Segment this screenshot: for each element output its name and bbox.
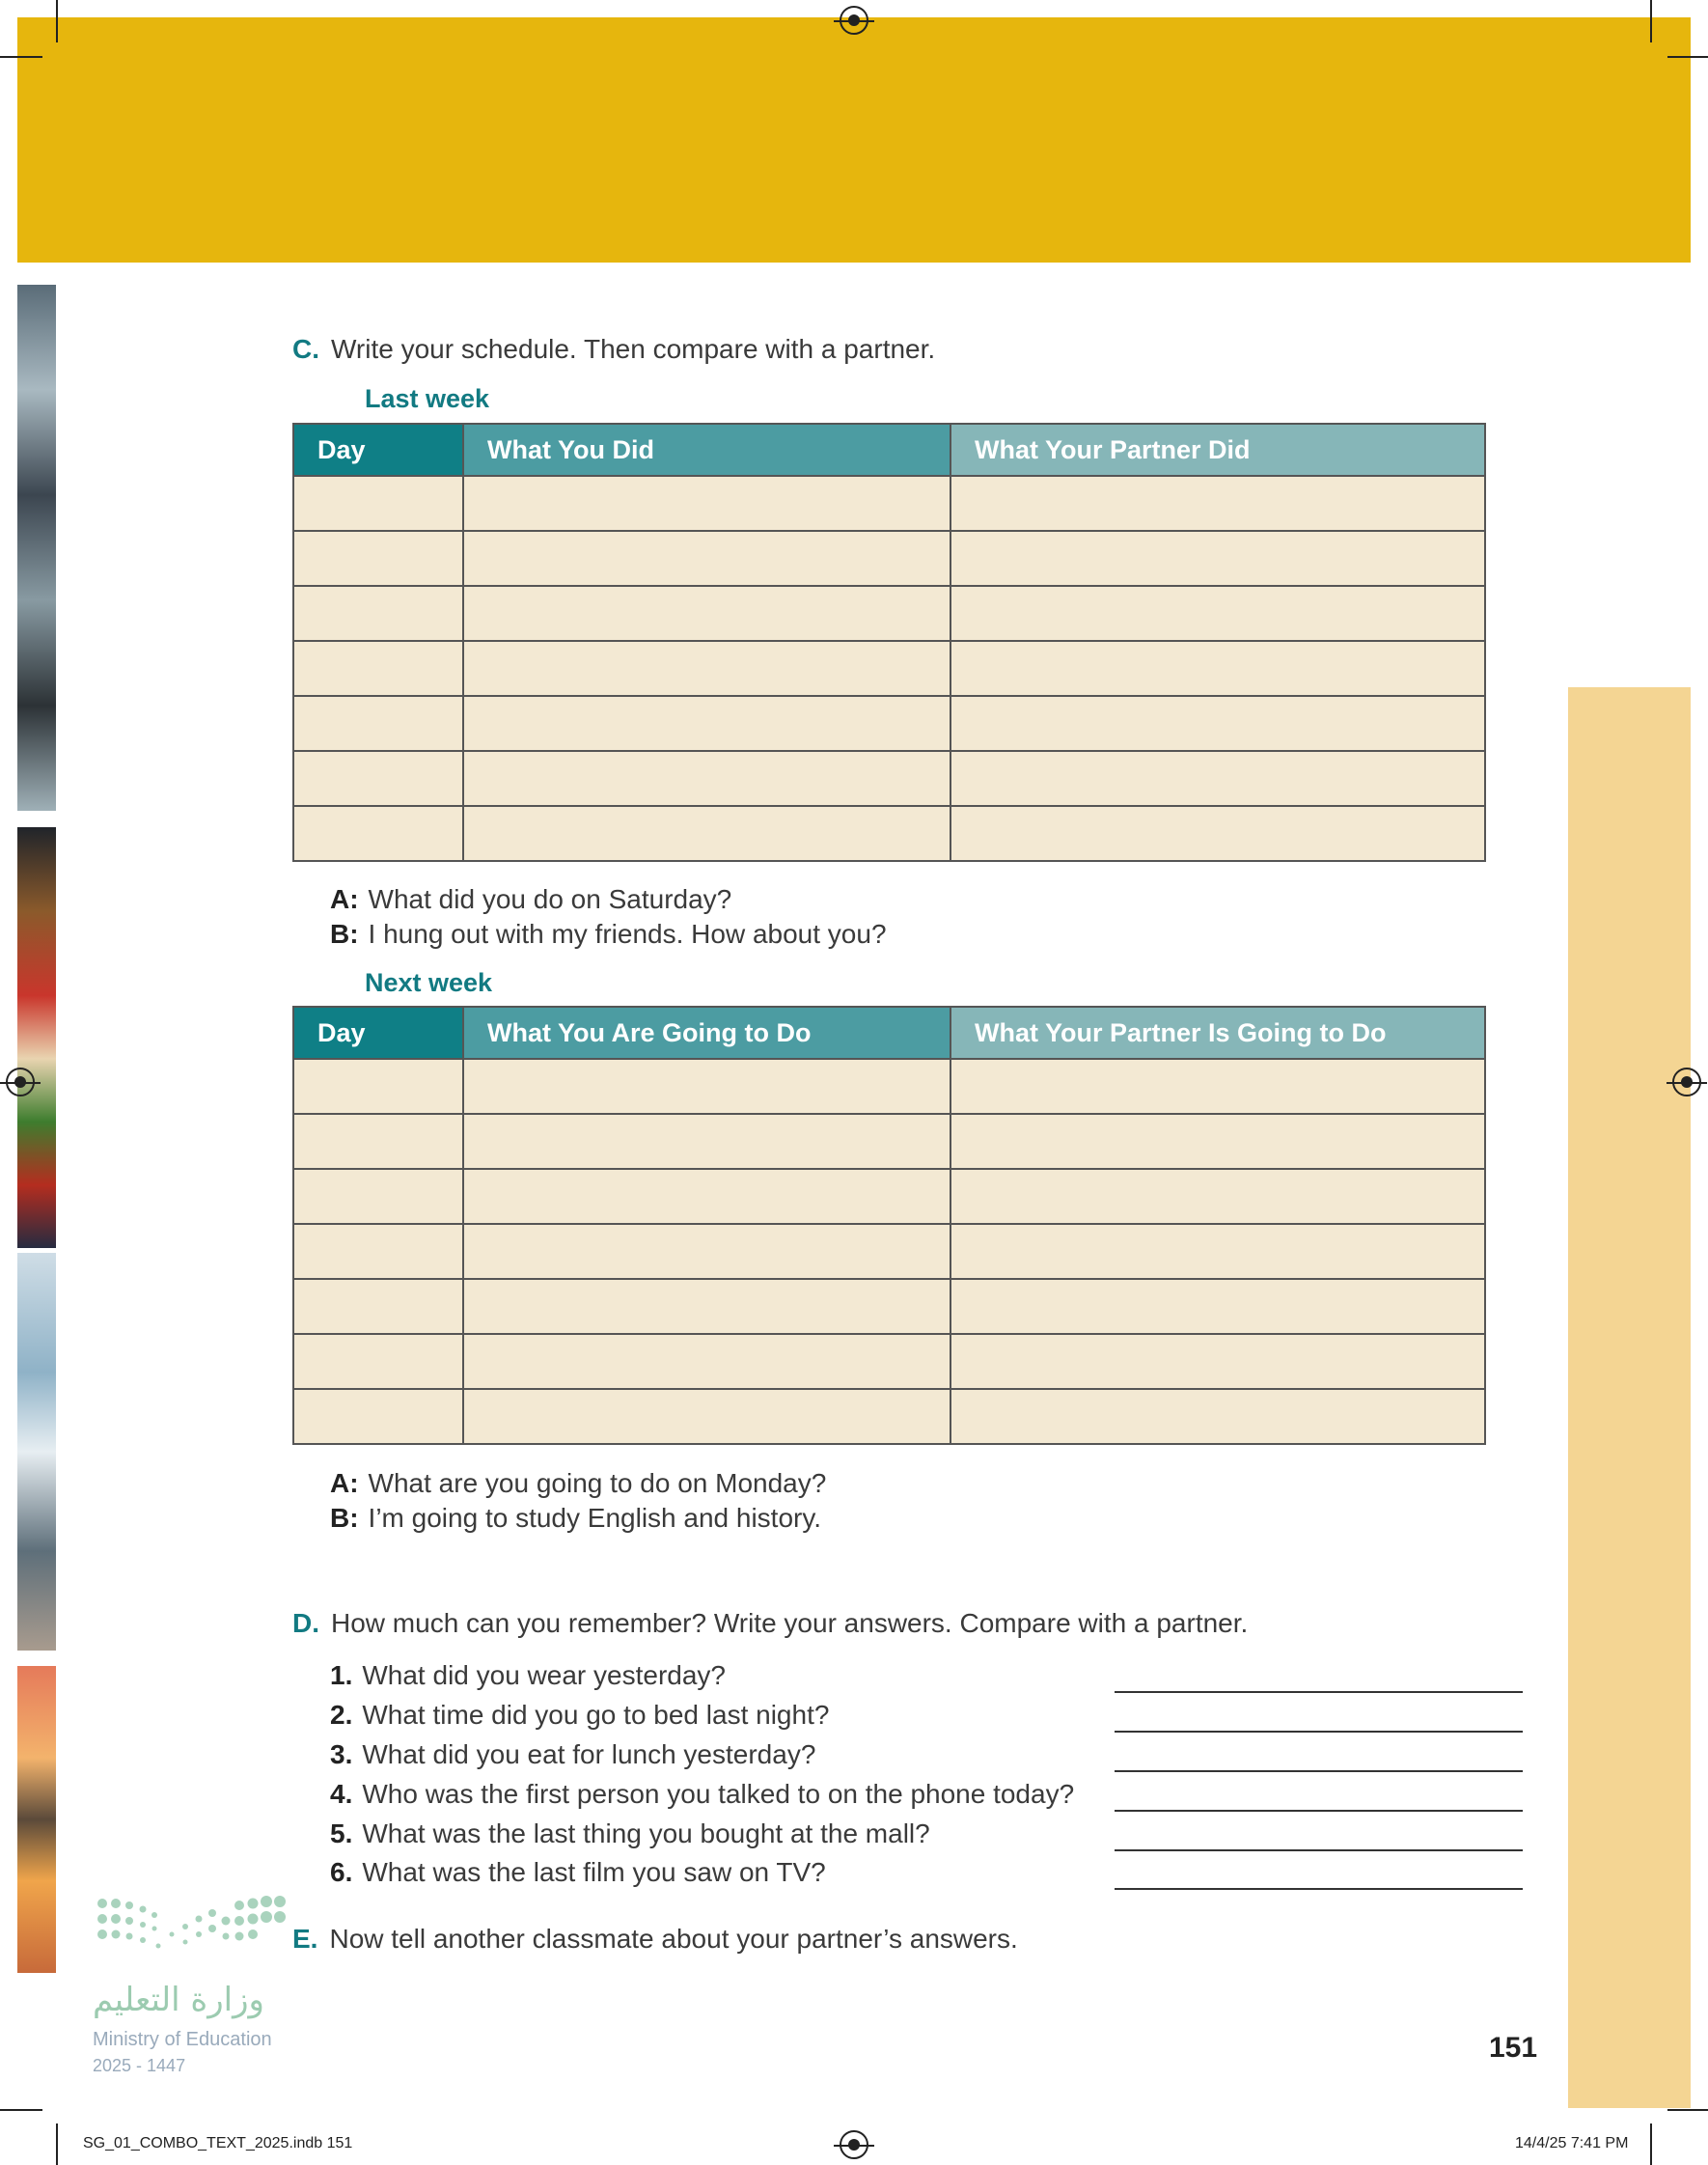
side-photo-food	[17, 827, 56, 1248]
answer-line-3[interactable]	[1115, 1770, 1523, 1772]
next-week-partner-cell[interactable]	[950, 1389, 1485, 1444]
next-week-day-cell[interactable]	[293, 1279, 463, 1334]
last-week-day-cell[interactable]	[293, 696, 463, 751]
next-week-you-cell[interactable]	[463, 1389, 950, 1444]
next-week-day-cell[interactable]	[293, 1224, 463, 1279]
header-what-partner-is-going-to-do: What Your Partner Is Going to Do	[950, 1007, 1485, 1059]
next-week-day-cell[interactable]	[293, 1169, 463, 1224]
header-day: Day	[293, 424, 463, 476]
crop-mark	[0, 2109, 42, 2111]
next-week-partner-cell[interactable]	[950, 1279, 1485, 1334]
ministry-logo-icon	[93, 1896, 305, 1963]
section-d-instruction: How much can you remember? Write your answers. Compare with a partner.	[331, 1608, 1249, 1638]
last-week-row	[293, 696, 1485, 751]
last-week-partner-cell[interactable]	[950, 751, 1485, 806]
last-week-partner-cell[interactable]	[950, 586, 1485, 641]
last-week-you-cell[interactable]	[463, 751, 950, 806]
last-week-row	[293, 476, 1485, 531]
next-week-you-cell[interactable]	[463, 1224, 950, 1279]
header-what-you-did: What You Did	[463, 424, 950, 476]
footer-file-info: SG_01_COMBO_TEXT_2025.indb 151	[83, 2135, 353, 2151]
dialog-line-b: I’m going to study English and history.	[368, 1503, 822, 1533]
side-color-band	[1568, 687, 1691, 2108]
next-week-you-cell[interactable]	[463, 1169, 950, 1224]
header-what-partner-did: What Your Partner Did	[950, 424, 1485, 476]
side-photo-sunset	[17, 1666, 56, 1973]
last-week-row	[293, 641, 1485, 696]
next-week-partner-cell[interactable]	[950, 1059, 1485, 1114]
last-week-row	[293, 586, 1485, 641]
crop-mark	[1650, 2123, 1652, 2165]
next-week-row	[293, 1334, 1485, 1389]
last-week-day-cell[interactable]	[293, 806, 463, 861]
header-day: Day	[293, 1007, 463, 1059]
top-color-band	[17, 17, 1691, 263]
question-number: 4.	[330, 1779, 353, 1809]
dialog-line-a: What are you going to do on Monday?	[368, 1468, 827, 1498]
answer-line-4[interactable]	[1115, 1810, 1523, 1812]
question-number: 5.	[330, 1818, 353, 1848]
question-number: 3.	[330, 1739, 353, 1769]
last-week-day-cell[interactable]	[293, 586, 463, 641]
dialog-last-week	[330, 882, 887, 952]
header-what-you-are-going-to-do: What You Are Going to Do	[463, 1007, 950, 1059]
last-week-partner-cell[interactable]	[950, 531, 1485, 586]
last-week-you-cell[interactable]	[463, 806, 950, 861]
section-e-instruction: Now tell another classmate about your partner’s answers.	[329, 1924, 1018, 1954]
last-week-day-cell[interactable]	[293, 641, 463, 696]
ministry-english-name: Ministry of Education	[93, 2029, 272, 2050]
next-week-you-cell[interactable]	[463, 1059, 950, 1114]
page-number: 151	[1489, 2032, 1538, 2064]
ministry-year: 2025 - 1447	[93, 2056, 186, 2075]
question-item	[330, 1660, 726, 1691]
last-week-row	[293, 751, 1485, 806]
dialog-next-week	[330, 1466, 826, 1536]
section-c-instruction: Write your schedule. Then compare with a partner.	[331, 334, 936, 364]
last-week-partner-cell[interactable]	[950, 641, 1485, 696]
section-d-heading	[292, 1608, 1248, 1639]
question-item	[330, 1739, 815, 1770]
last-week-you-cell[interactable]	[463, 641, 950, 696]
last-week-title: Last week	[365, 384, 490, 413]
last-week-partner-cell[interactable]	[950, 696, 1485, 751]
next-week-table	[292, 1006, 1486, 1445]
side-photo-mall	[17, 285, 56, 811]
next-week-row	[293, 1224, 1485, 1279]
crop-mark	[1650, 0, 1652, 42]
dialog-line-b: I hung out with my friends. How about you?	[368, 919, 887, 949]
question-text: What did you eat for lunch yesterday?	[362, 1739, 816, 1769]
question-item	[330, 1857, 826, 1888]
side-photo-building	[17, 1253, 56, 1651]
last-week-you-cell[interactable]	[463, 476, 950, 531]
last-week-row	[293, 806, 1485, 861]
last-week-row	[293, 531, 1485, 586]
registration-mark-icon	[840, 2130, 868, 2159]
next-week-row	[293, 1169, 1485, 1224]
question-item	[330, 1700, 829, 1731]
registration-mark-icon	[840, 6, 868, 35]
next-week-day-cell[interactable]	[293, 1334, 463, 1389]
next-week-day-cell[interactable]	[293, 1059, 463, 1114]
dialog-line-a: What did you do on Saturday?	[368, 884, 732, 914]
next-week-partner-cell[interactable]	[950, 1224, 1485, 1279]
speaker-b: B:	[330, 919, 359, 949]
speaker-b: B:	[330, 1503, 359, 1533]
next-week-partner-cell[interactable]	[950, 1334, 1485, 1389]
registration-mark-icon	[1672, 1068, 1701, 1096]
footer-timestamp: 14/4/25 7:41 PM	[1515, 2135, 1629, 2151]
question-item	[330, 1818, 930, 1849]
answer-line-1[interactable]	[1115, 1691, 1523, 1693]
question-text: What did you wear yesterday?	[362, 1660, 726, 1690]
answer-line-5[interactable]	[1115, 1849, 1523, 1851]
next-week-you-cell[interactable]	[463, 1334, 950, 1389]
next-week-row	[293, 1279, 1485, 1334]
last-week-day-cell[interactable]	[293, 531, 463, 586]
next-week-partner-cell[interactable]	[950, 1169, 1485, 1224]
speaker-a: A:	[330, 884, 359, 914]
question-text: What time did you go to bed last night?	[362, 1700, 830, 1730]
question-item	[330, 1779, 1074, 1810]
question-number: 2.	[330, 1700, 353, 1730]
last-week-partner-cell[interactable]	[950, 806, 1485, 861]
crop-mark	[56, 2123, 58, 2165]
next-week-row	[293, 1059, 1485, 1114]
last-week-you-cell[interactable]	[463, 531, 950, 586]
registration-mark-icon	[6, 1068, 35, 1096]
crop-mark	[0, 56, 42, 58]
question-number: 6.	[330, 1857, 353, 1887]
last-week-partner-cell[interactable]	[950, 476, 1485, 531]
last-week-you-cell[interactable]	[463, 586, 950, 641]
answer-line-6[interactable]	[1115, 1888, 1523, 1890]
ministry-arabic-name: وزارة التعليم	[93, 1981, 264, 2019]
answer-line-2[interactable]	[1115, 1731, 1523, 1733]
question-text: What was the last thing you bought at the mall?	[362, 1818, 930, 1848]
next-week-row	[293, 1389, 1485, 1444]
section-e-heading	[292, 1924, 1018, 1955]
question-text: What was the last film you saw on TV?	[362, 1857, 826, 1887]
crop-mark	[1667, 56, 1708, 58]
last-week-day-cell[interactable]	[293, 476, 463, 531]
section-c-heading	[292, 334, 935, 365]
next-week-row	[293, 1114, 1485, 1169]
crop-mark	[56, 0, 58, 42]
crop-mark	[1667, 2109, 1708, 2111]
next-week-day-cell[interactable]	[293, 1389, 463, 1444]
speaker-a: A:	[330, 1468, 359, 1498]
section-d-letter: D.	[292, 1608, 319, 1638]
question-text: Who was the first person you talked to on the phone today?	[362, 1779, 1075, 1809]
next-week-you-cell[interactable]	[463, 1114, 950, 1169]
next-week-title: Next week	[365, 968, 493, 997]
next-week-day-cell[interactable]	[293, 1114, 463, 1169]
last-week-you-cell[interactable]	[463, 696, 950, 751]
next-week-you-cell[interactable]	[463, 1279, 950, 1334]
section-c-letter: C.	[292, 334, 319, 364]
last-week-table	[292, 423, 1486, 862]
last-week-day-cell[interactable]	[293, 751, 463, 806]
next-week-partner-cell[interactable]	[950, 1114, 1485, 1169]
section-e-letter: E.	[292, 1924, 318, 1954]
question-number: 1.	[330, 1660, 353, 1690]
